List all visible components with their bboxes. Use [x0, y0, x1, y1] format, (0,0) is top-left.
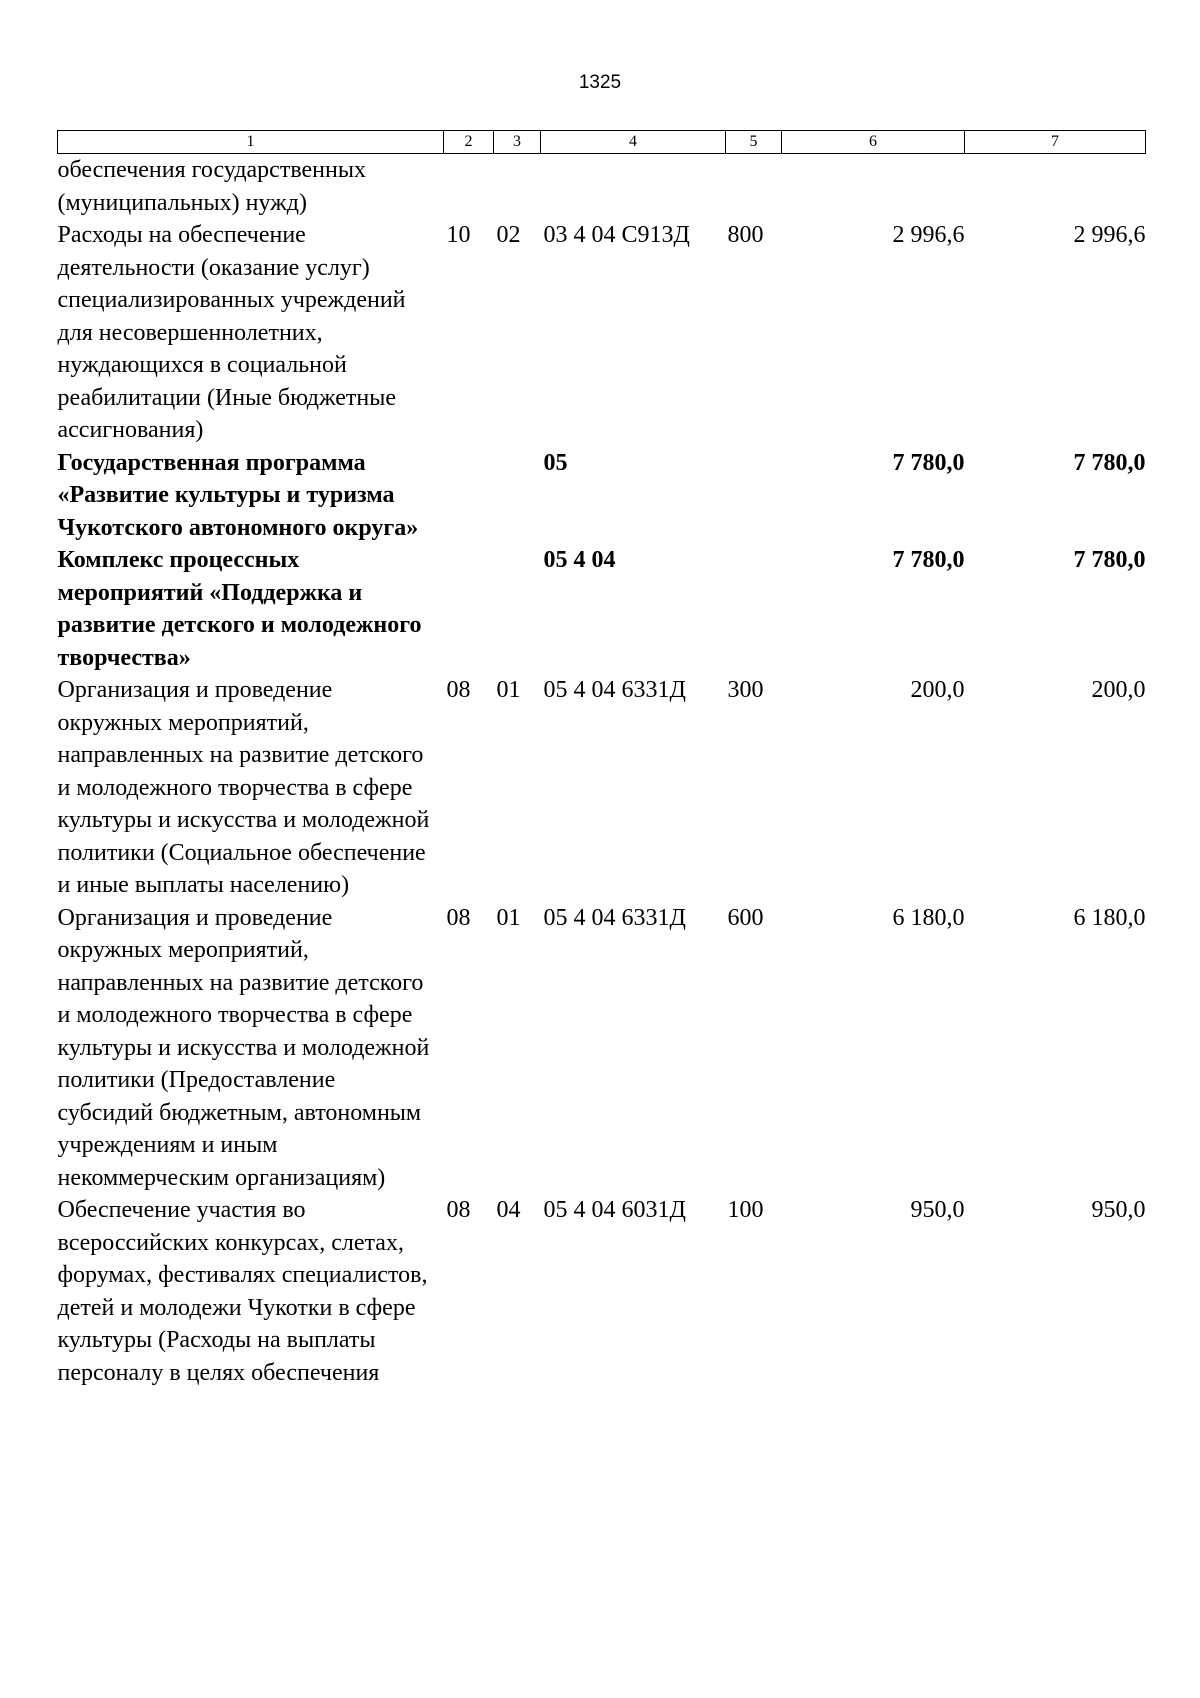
row-target-code: 05 4 04: [543, 547, 616, 573]
column-number-row: [58, 131, 1146, 154]
row-amount-2: 2 996,6: [1073, 222, 1146, 248]
row-subsection: [494, 544, 541, 674]
row-amount-1: 200,0: [910, 677, 965, 703]
row-section: 08: [446, 1197, 471, 1223]
row-subsection: [494, 154, 541, 220]
row-section: [444, 447, 494, 545]
row-amount-1: [782, 154, 965, 220]
column-number-1: 1: [58, 131, 444, 154]
row-subsection: 04: [496, 1197, 521, 1223]
table-row: [58, 674, 1146, 902]
row-expense-type: [726, 154, 782, 220]
row-target-code: 03 4 04 С913Д: [543, 222, 690, 248]
row-name: Государственная программа «Развитие культуры и туризма Чукотского автономного округа»: [57, 449, 419, 541]
table-body: [58, 154, 1146, 1390]
row-target-code: 05 4 04 6031Д: [543, 1197, 686, 1223]
row-amount-2: 950,0: [1091, 1197, 1146, 1223]
row-amount-2: 200,0: [1091, 677, 1146, 703]
row-name: Обеспечение участия во всероссийских конкурсах, слетах, форумах, фестивалях специалистов, детей и молодежи Чукотки в сфере культуры (Расходы на выплаты персоналу в целях обеспечения: [57, 1197, 428, 1386]
row-name: Комплекс процессных мероприятий «Поддержка и развитие детского и молодежного творчества»: [57, 547, 422, 671]
table-row: [58, 447, 1146, 545]
row-expense-type: [726, 447, 782, 545]
row-amount-2: 7 780,0: [1073, 547, 1146, 573]
row-subsection: 02: [496, 222, 521, 248]
budget-table: [57, 130, 1146, 1389]
row-amount-1: 7 780,0: [892, 449, 965, 476]
row-amount-1: 2 996,6: [892, 222, 965, 248]
table-row: [58, 544, 1146, 674]
table-row: [58, 154, 1146, 220]
row-subsection: 01: [496, 904, 521, 931]
row-target-code: 05 4 04 6331Д: [543, 904, 686, 931]
row-target-code: [541, 154, 726, 220]
row-expense-type: 600: [727, 904, 764, 931]
column-number-6: 6: [782, 131, 965, 154]
column-number-5: 5: [726, 131, 782, 154]
row-expense-type: [726, 544, 782, 674]
table-row: [58, 902, 1146, 1195]
table-row: [58, 1194, 1146, 1389]
table-row: [58, 219, 1146, 447]
row-section: 10: [446, 222, 471, 248]
row-section: 08: [446, 904, 471, 931]
column-number-3: 3: [494, 131, 541, 154]
row-amount-2: [965, 154, 1146, 220]
row-expense-type: 300: [727, 677, 764, 703]
page-number: 1325: [578, 72, 622, 93]
row-subsection: 01: [496, 677, 521, 703]
column-number-7: 7: [965, 131, 1146, 154]
row-name: Расходы на обеспечение деятельности (оказание услуг) специализированных учреждений для несовершеннолетних, нуждающихся в социальной реабилитации (Иные бюджетные ассигнования): [57, 222, 406, 443]
row-target-code: 05: [543, 449, 568, 476]
row-name: обеспечения государственных (муниципальных) нужд): [57, 157, 366, 216]
row-amount-1: 7 780,0: [892, 547, 965, 573]
row-amount-1: 950,0: [910, 1197, 965, 1223]
row-subsection: [494, 447, 541, 545]
column-number-4: 4: [541, 131, 726, 154]
row-target-code: 05 4 04 6331Д: [543, 677, 686, 703]
column-number-2: 2: [444, 131, 494, 154]
row-section: [444, 154, 494, 220]
row-name: Организация и проведение окружных мероприятий, направленных на развитие детского и молодежного творчества в сфере культуры и искусства и молодежной политики (Социальное обеспечение и иные выплаты населению): [57, 677, 430, 898]
row-section: [444, 544, 494, 674]
row-amount-2: 7 780,0: [1073, 449, 1146, 476]
row-expense-type: 100: [727, 1197, 764, 1223]
row-name: Организация и проведение окружных мероприятий, направленных на развитие детского и молодежного творчества в сфере культуры и искусства и молодежной политики (Предоставление субсидий бюджетным, автономным учреждениям и иным некоммерческим организациям): [57, 904, 430, 1191]
row-expense-type: 800: [727, 222, 764, 248]
row-amount-1: 6 180,0: [892, 904, 965, 931]
row-section: 08: [446, 677, 471, 703]
row-amount-2: 6 180,0: [1073, 904, 1146, 931]
